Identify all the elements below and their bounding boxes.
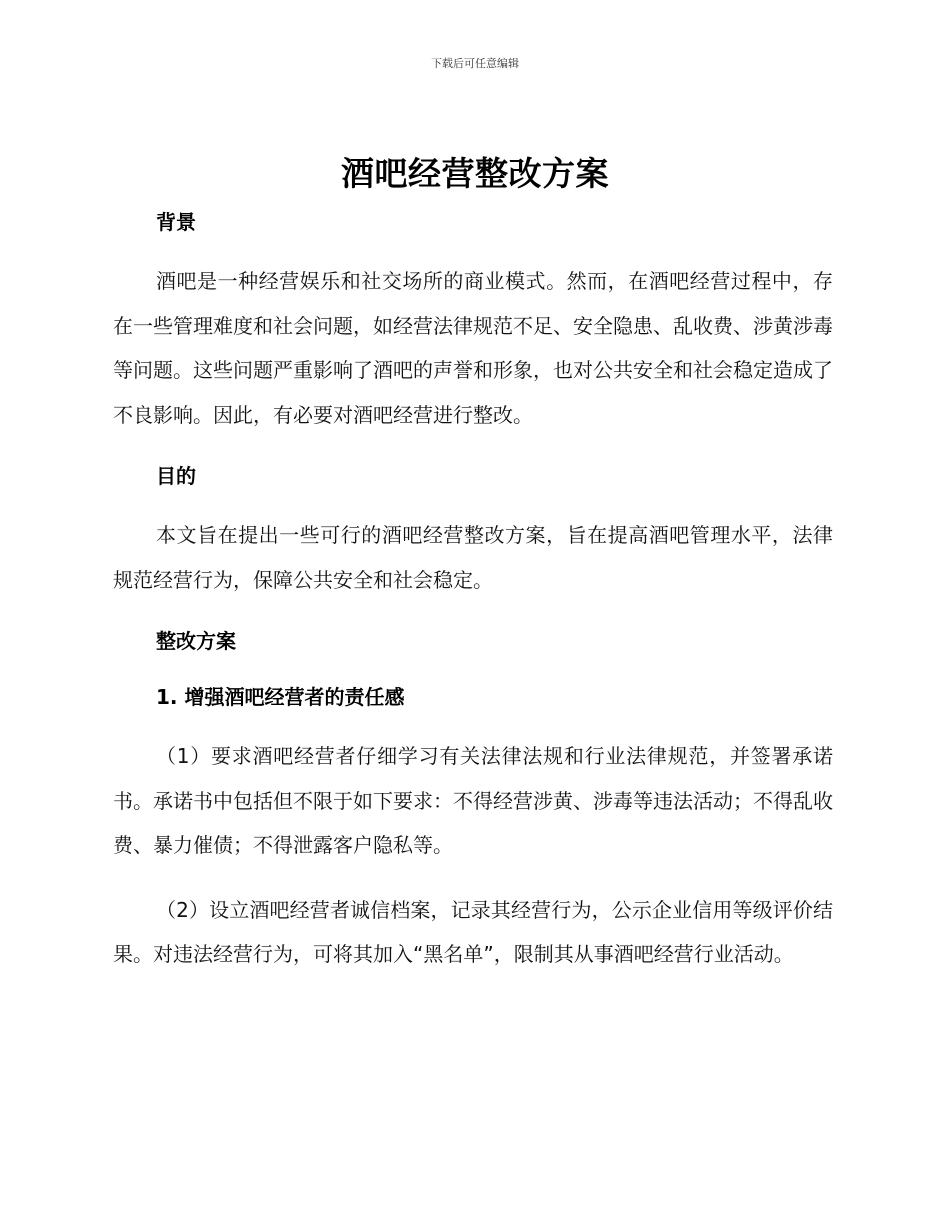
subsection-heading-responsibility: 1. 增强酒吧经营者的责任感 [156, 685, 405, 709]
paragraph-point-1: （1）要求酒吧经营者仔细学习有关法律法规和行业法律规范，并签署承诺书。承诺书中包括但不限于如下要求：不得经营涉黄、涉毒等违法活动；不得乱收费、暴力催债；不得泄露客户隐私等。 [113, 744, 833, 857]
section-heading-plan: 整改方案 [156, 629, 236, 653]
document-title: 酒吧经营整改方案 [341, 154, 609, 193]
paragraph-point-2: （2）设立酒吧经营者诚信档案，记录其经营行为，公示企业信用等级评价结果。对违法经营行为，可将其加入“黑名单”，限制其从事酒吧经营行业活动。 [113, 897, 833, 966]
section-heading-background: 背景 [156, 210, 196, 234]
section-heading-purpose: 目的 [156, 464, 196, 488]
paragraph-background: 酒吧是一种经营娱乐和社交场所的商业模式。然而，在酒吧经营过程中，存在一些管理难度和社会问题，如经营法律规范不足、安全隐患、乱收费、涉黄涉毒等问题。这些问题严重影响了酒吧的声誉和形象，也对公共安全和社会稳定造成了不良影响。因此，有必要对酒吧经营进行整改。 [113, 269, 833, 427]
document-body [113, 205, 833, 977]
page-header-note: 下载后可任意编辑 [431, 57, 519, 70]
paragraph-purpose: 本文旨在提出一些可行的酒吧经营整改方案，旨在提高酒吧管理水平，法律规范经营行为，保障公共安全和社会稳定。 [113, 523, 833, 592]
